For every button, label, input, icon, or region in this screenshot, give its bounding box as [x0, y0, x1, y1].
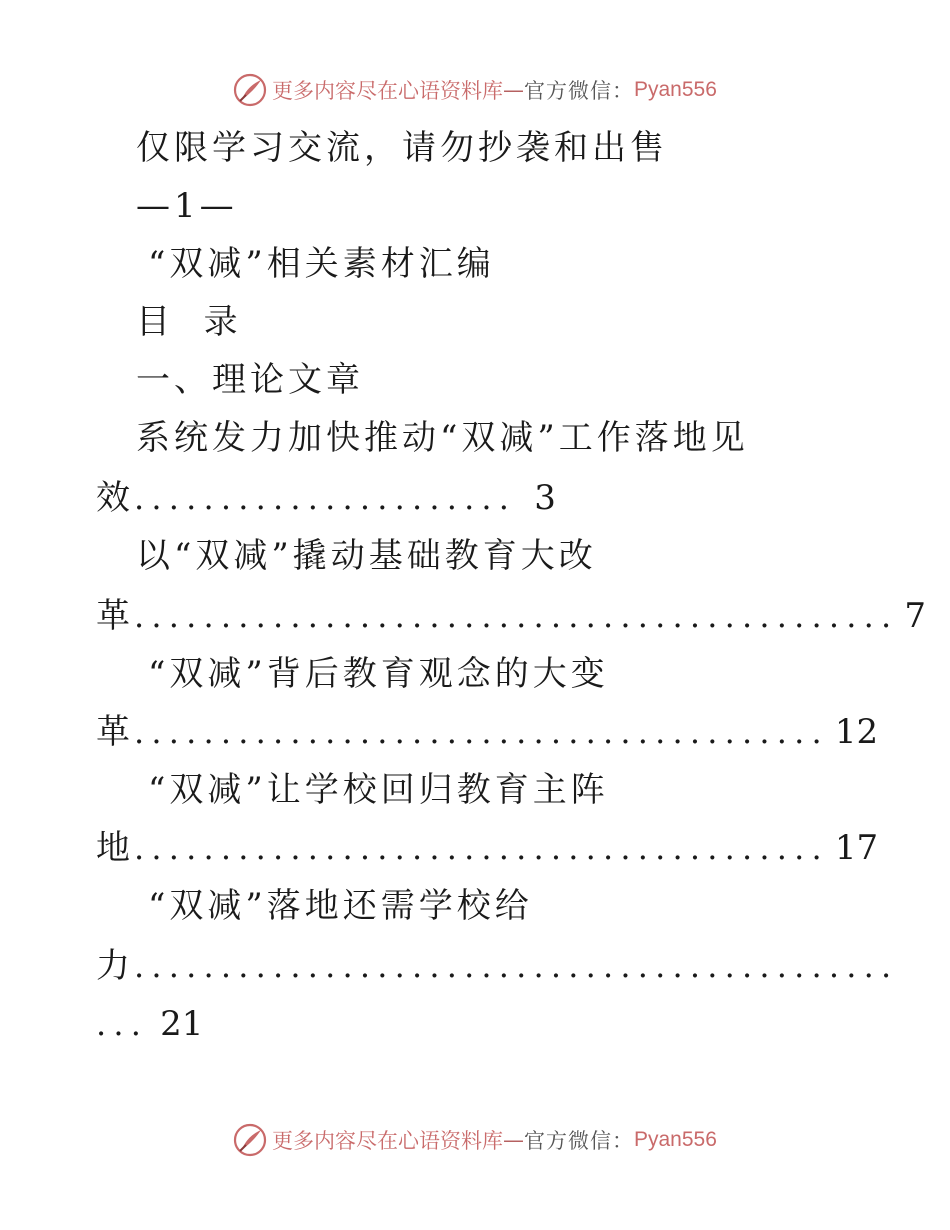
toc-entry-title: 以“双减”撬动基础教育大改	[136, 536, 597, 576]
watermark-official-label: 官方微信：	[524, 79, 634, 103]
copyright-notice: 仅限学习交流，请勿抄袭和出售	[136, 128, 668, 168]
watermark-header	[232, 72, 717, 108]
toc-leader-dots: ............................................	[134, 597, 899, 635]
toc-entry-row	[96, 828, 878, 868]
page-marker: —1—	[136, 186, 238, 226]
feather-pen-logo-icon	[232, 1122, 268, 1158]
document-title: “双减”相关素材汇编	[148, 244, 495, 284]
toc-entry-row	[96, 712, 878, 752]
watermark-wechat-id: Pyan556	[634, 1128, 717, 1151]
toc-entry-title: “双减”让学校回归教育主阵	[148, 770, 609, 810]
toc-entry-tail: 力	[96, 946, 134, 986]
watermark-separator: —	[503, 78, 524, 102]
toc-page-number: 3	[534, 478, 556, 518]
toc-entry-tail: 革	[96, 596, 134, 636]
toc-entry-tail: 革	[96, 712, 134, 752]
section-heading-theory: 一、理论文章	[136, 360, 364, 400]
toc-page-number: 17	[834, 828, 879, 868]
toc-leader-dots: ......................	[134, 479, 517, 517]
watermark-separator: —	[503, 1128, 524, 1152]
toc-heading: 目 录	[136, 302, 242, 342]
toc-entry-title: “双减”落地还需学校给	[148, 886, 533, 926]
toc-entry-tail: 地	[96, 828, 134, 868]
toc-leader-dots: ............................................	[134, 947, 899, 985]
watermark-footer	[232, 1122, 717, 1158]
watermark-brand-text: 更多内容尽在心语资料库	[272, 79, 503, 103]
toc-page-number: 21	[160, 1004, 204, 1044]
toc-entry-tail: 效	[96, 478, 134, 518]
toc-leader-dots: ........................................	[134, 829, 829, 867]
toc-entry-title: “双减”背后教育观念的大变	[148, 654, 609, 694]
toc-entry-title: 系统发力加快推动“双减”工作落地见	[136, 418, 749, 458]
toc-entry-continuation	[96, 1004, 203, 1044]
feather-pen-logo-icon	[232, 72, 268, 108]
toc-leader-dots: ...	[96, 1005, 149, 1043]
toc-entry-row	[96, 478, 556, 518]
toc-entry-row	[96, 596, 926, 636]
toc-leader-dots: ........................................	[134, 713, 829, 751]
watermark-brand-text: 更多内容尽在心语资料库	[272, 1129, 503, 1153]
toc-page-number: 12	[834, 712, 879, 752]
watermark-wechat-id: Pyan556	[634, 78, 717, 101]
toc-page-number: 7	[904, 596, 927, 636]
toc-entry-row	[96, 946, 898, 986]
watermark-official-label: 官方微信：	[524, 1129, 634, 1153]
